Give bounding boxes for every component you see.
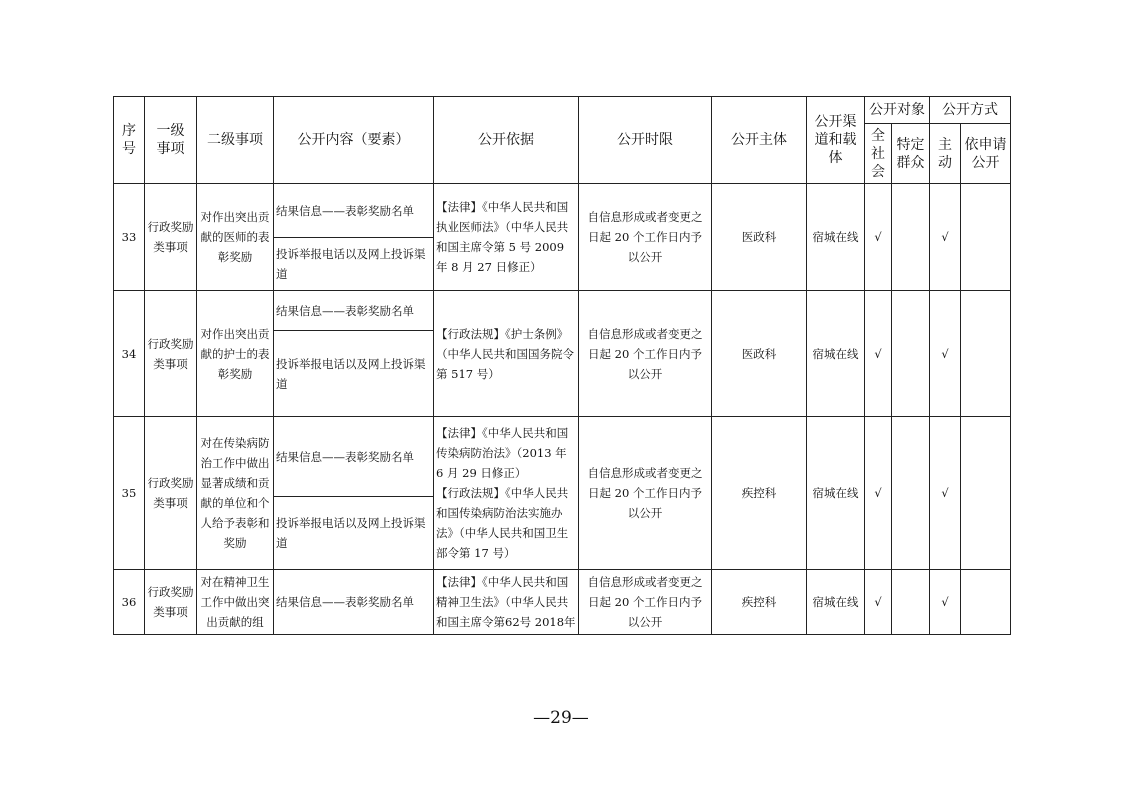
row-method-active: √ <box>930 184 961 291</box>
row-basis <box>434 417 579 570</box>
row-basis-line: 【法律】《中华人民共和国传染病防治法》（2013 年 6 月 29 日修正） <box>436 426 569 480</box>
row-content-item: 结果信息——表彰奖励名单 <box>274 291 434 331</box>
row-method-request <box>961 184 1011 291</box>
row-seq: 34 <box>114 291 145 417</box>
row-level1: 行政奖励类事项 <box>145 570 197 635</box>
row-method-active: √ <box>930 417 961 570</box>
table-row <box>114 291 1011 331</box>
table-row <box>114 570 1011 635</box>
row-target-specific <box>892 291 930 417</box>
row-content-item: 投诉举报电话以及网上投诉渠道 <box>274 331 434 417</box>
header-level2: 二级事项 <box>197 97 274 184</box>
row-level1: 行政奖励类事项 <box>145 184 197 291</box>
row-target-all: √ <box>865 417 892 570</box>
row-basis: 【法律】《中华人民共和国精神卫生法》（中华人民共和国主席令第62号 2018年 <box>434 570 579 635</box>
header-target-all: 全社会 <box>865 124 892 184</box>
row-basis-line: 【行政法规】《中华人民共和国传染病防治法实施办法》（中华人民共和国卫生部令第 17 号） <box>436 486 569 560</box>
row-level2: 对作出突出贡献的护士的表彰奖励 <box>197 291 274 417</box>
row-seq: 33 <box>114 184 145 291</box>
header-basis: 公开依据 <box>434 97 579 184</box>
row-level1: 行政奖励类事项 <box>145 291 197 417</box>
header-seq: 序号 <box>114 97 145 184</box>
header-level1: 一级事项 <box>145 97 197 184</box>
row-content-item: 投诉举报电话以及网上投诉渠道 <box>274 497 434 570</box>
row-subject: 医政科 <box>712 184 807 291</box>
row-method-request <box>961 291 1011 417</box>
row-channel: 宿城在线 <box>807 184 865 291</box>
table-header <box>114 97 1011 184</box>
row-method-active: √ <box>930 570 961 635</box>
table-row <box>114 184 1011 238</box>
row-time-limit: 自信息形成或者变更之日起 20 个工作日内予以公开 <box>579 291 712 417</box>
row-subject: 疾控科 <box>712 417 807 570</box>
table-body <box>114 184 1011 635</box>
row-channel: 宿城在线 <box>807 570 865 635</box>
row-content-item: 结果信息——表彰奖励名单 <box>274 184 434 238</box>
row-target-all: √ <box>865 291 892 417</box>
header-method-group: 公开方式 <box>930 97 1011 124</box>
row-subject: 疾控科 <box>712 570 807 635</box>
row-level2: 对在传染病防治工作中做出显著成绩和贡献的单位和个人给予表彰和奖励 <box>197 417 274 570</box>
row-time-limit: 自信息形成或者变更之日起 20 个工作日内予以公开 <box>579 570 712 635</box>
page-number: —29— <box>533 708 589 728</box>
row-target-all: √ <box>865 184 892 291</box>
header-method-request: 依申请公开 <box>961 124 1011 184</box>
row-content-item: 结果信息——表彰奖励名单 <box>274 570 434 635</box>
row-content-item: 投诉举报电话以及网上投诉渠道 <box>274 238 434 291</box>
row-time-limit: 自信息形成或者变更之日起 20 个工作日内予以公开 <box>579 184 712 291</box>
row-target-specific <box>892 417 930 570</box>
row-method-active: √ <box>930 291 961 417</box>
row-basis: 【行政法规】《护士条例》（中华人民共和国国务院令第 517 号） <box>434 291 579 417</box>
header-content: 公开内容（要素） <box>274 97 434 184</box>
row-subject: 医政科 <box>712 291 807 417</box>
row-time-limit: 自信息形成或者变更之日起 20 个工作日内予以公开 <box>579 417 712 570</box>
row-level2: 对在精神卫生工作中做出突出贡献的组 <box>197 570 274 635</box>
row-target-all: √ <box>865 570 892 635</box>
row-content-item: 结果信息——表彰奖励名单 <box>274 417 434 497</box>
row-channel: 宿城在线 <box>807 291 865 417</box>
header-time-limit: 公开时限 <box>579 97 712 184</box>
row-method-request <box>961 417 1011 570</box>
header-target-group: 公开对象 <box>865 97 930 124</box>
row-seq: 35 <box>114 417 145 570</box>
header-target-specific: 特定群众 <box>892 124 930 184</box>
table-row <box>114 417 1011 497</box>
row-method-request <box>961 570 1011 635</box>
row-target-specific <box>892 184 930 291</box>
disclosure-table <box>113 96 1011 635</box>
row-level1: 行政奖励类事项 <box>145 417 197 570</box>
row-channel: 宿城在线 <box>807 417 865 570</box>
row-level2: 对作出突出贡献的医师的表彰奖励 <box>197 184 274 291</box>
header-subject: 公开主体 <box>712 97 807 184</box>
header-channel: 公开渠道和载体 <box>807 97 865 184</box>
row-basis: 【法律】《中华人民共和国执业医师法》（中华人民共和国主席令第 5 号 2009 年 8 月 27 日修正） <box>434 184 579 291</box>
row-target-specific <box>892 570 930 635</box>
row-seq: 36 <box>114 570 145 635</box>
header-method-active: 主动 <box>930 124 961 184</box>
